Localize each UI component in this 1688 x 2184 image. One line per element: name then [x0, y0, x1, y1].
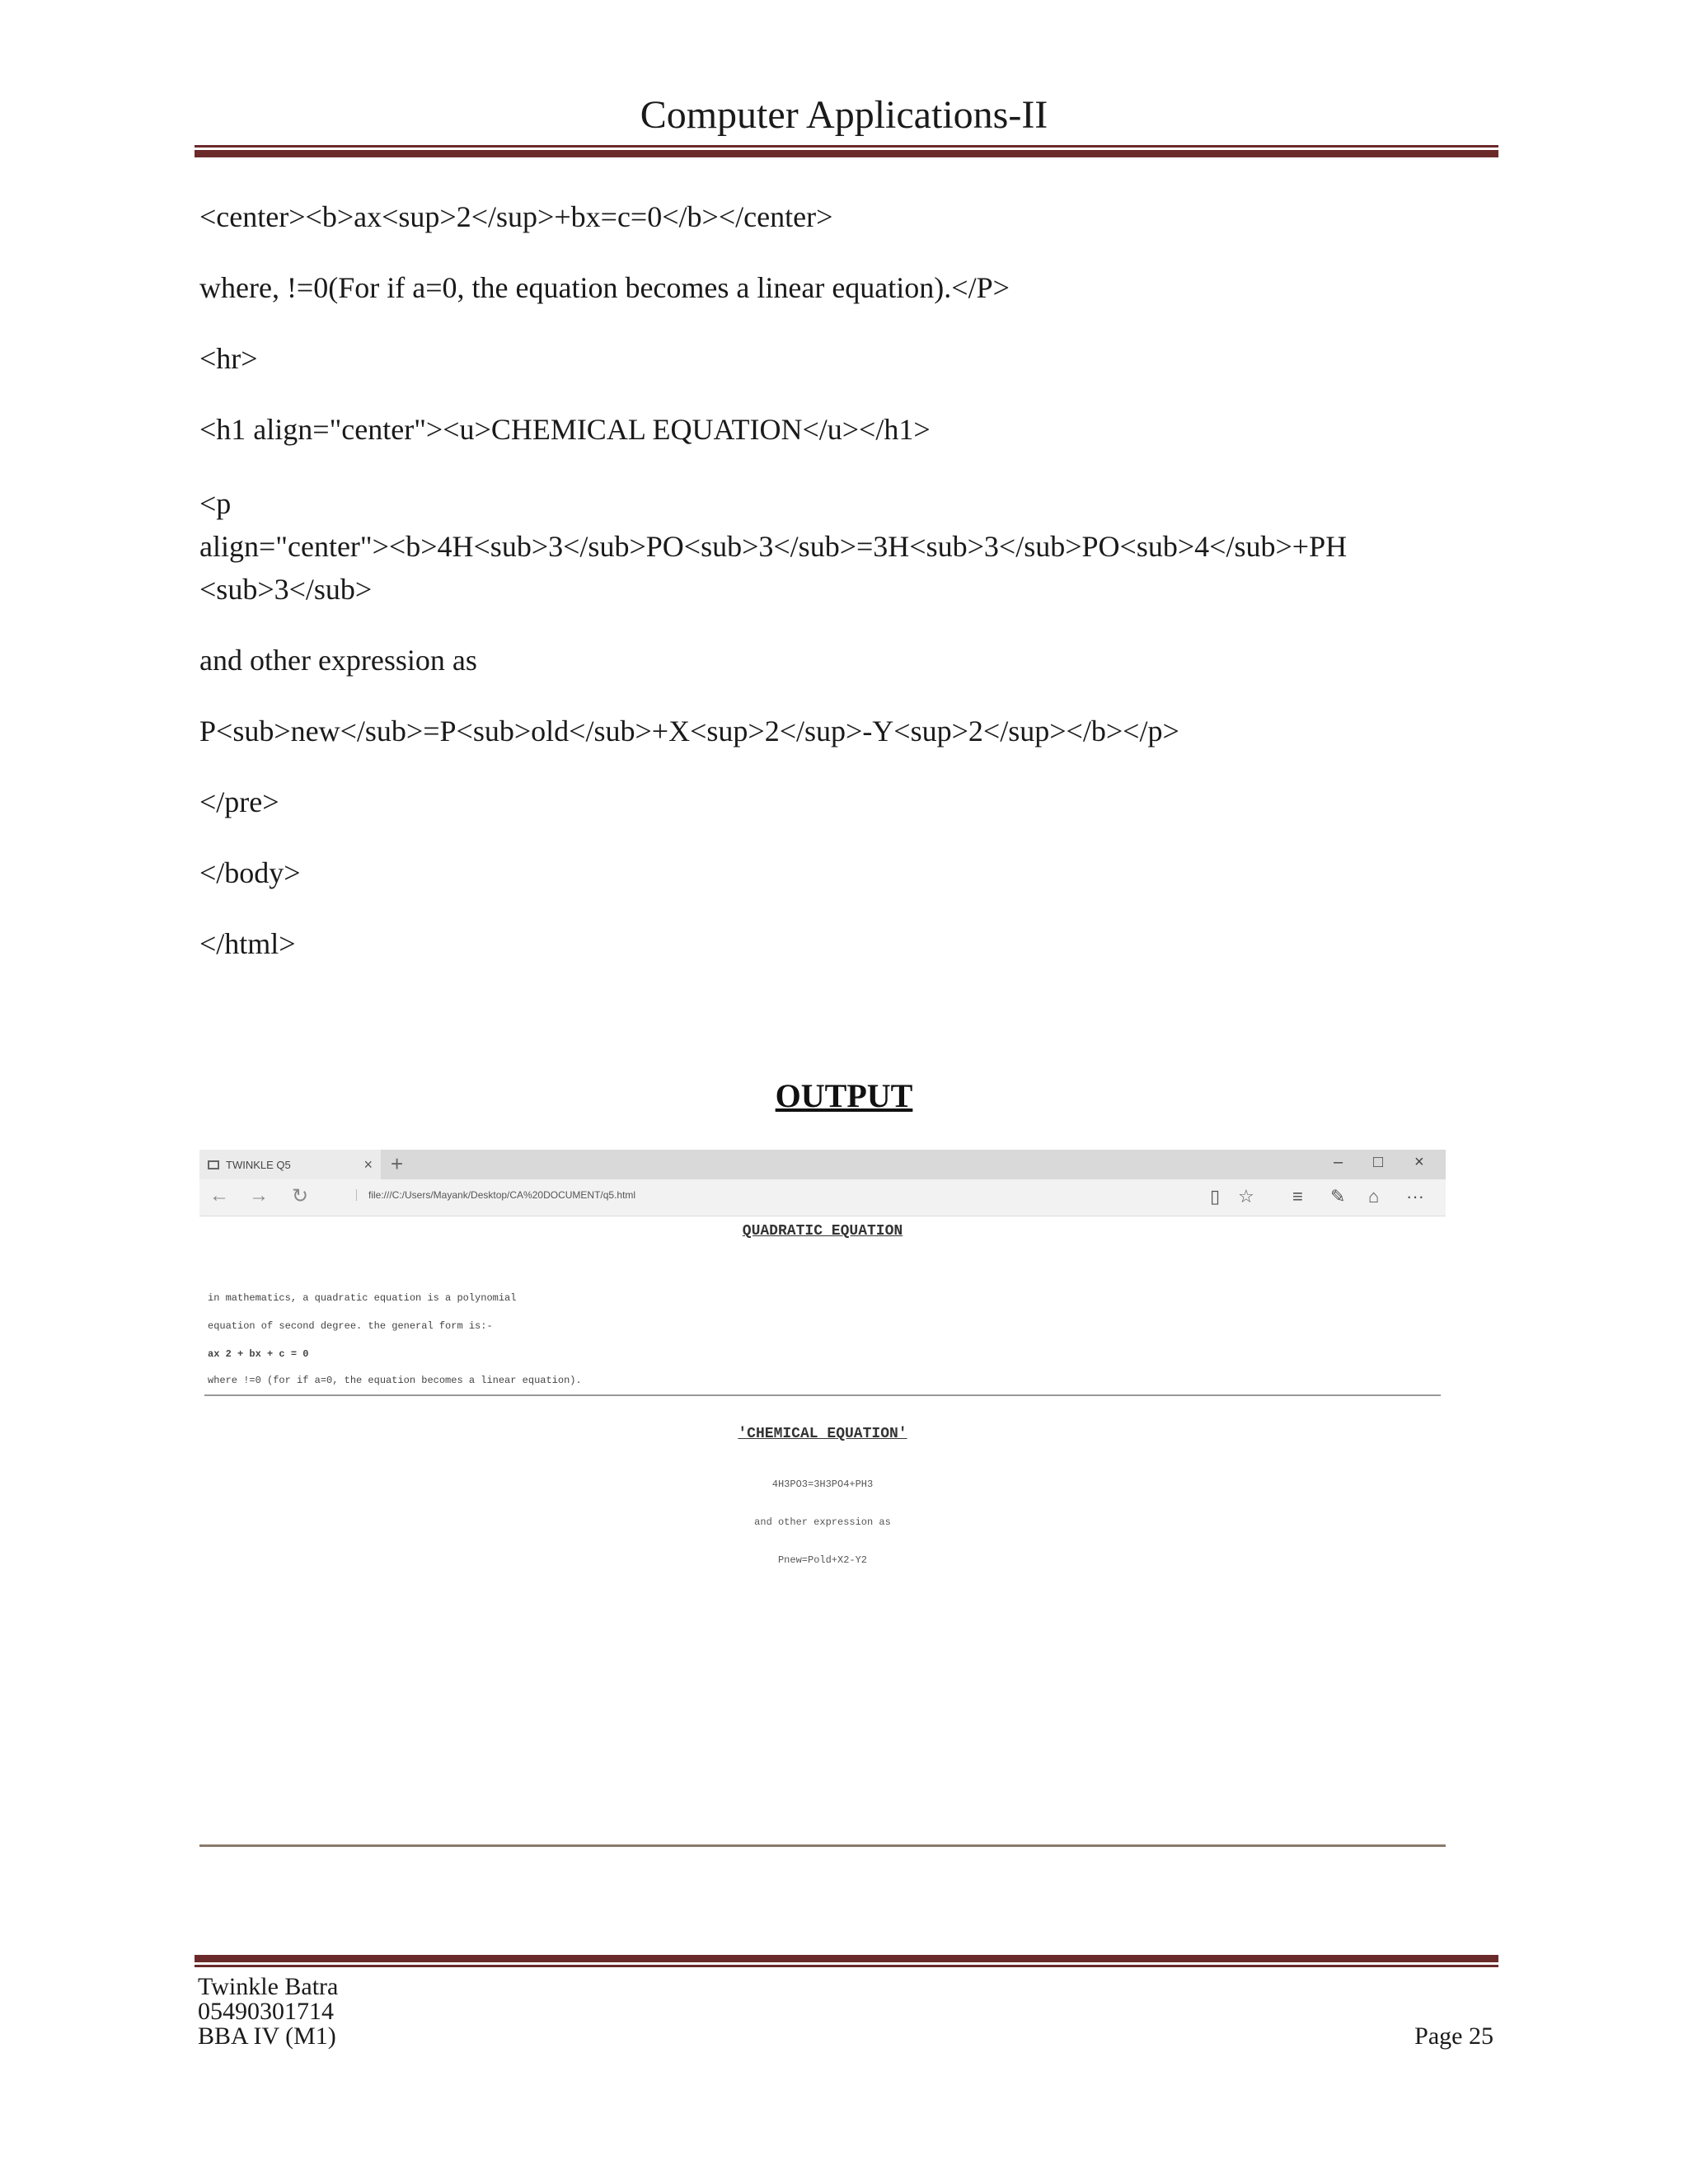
minimize-icon[interactable]: –	[1334, 1153, 1343, 1171]
back-icon[interactable]: ←	[209, 1184, 229, 1207]
header-rule-thin	[195, 145, 1498, 148]
output-heading: OUTPUT	[775, 1077, 913, 1114]
address-bar	[199, 1179, 1446, 1216]
browser-tab[interactable]	[199, 1150, 381, 1179]
code-line: P<sub>new</sub>=P<sub>old</sub>+X<sup>2</sup>-Y<sup>2</sup></b></p>	[199, 715, 1179, 748]
hub-icon[interactable]: ≡	[1292, 1186, 1303, 1207]
url-field[interactable]: file:///C:/Users/Mayank/Desktop/CA%20DOCUMENT/q5.html	[356, 1189, 635, 1201]
web-note-icon[interactable]: ✎	[1330, 1186, 1346, 1207]
new-tab-icon[interactable]: +	[391, 1151, 404, 1176]
code-line: where, !=0(For if a=0, the equation becomes a linear equation).</P>	[199, 271, 1010, 304]
horizontal-rule	[204, 1394, 1441, 1396]
close-window-icon[interactable]: ×	[1414, 1153, 1424, 1171]
code-line: <center><b>ax<sup>2</sup>+bx=c=0</b></center>	[199, 200, 833, 233]
page-text-line: in mathematics, a quadratic equation is a polynomial	[208, 1292, 517, 1304]
code-line: <hr>	[199, 342, 258, 375]
favorite-star-icon[interactable]: ☆	[1238, 1186, 1254, 1207]
quadratic-heading: QUADRATIC EQUATION	[742, 1223, 903, 1240]
pressure-expression: Pnew=Pold+X2-Y2	[777, 1554, 868, 1566]
roll-number: 05490301714	[198, 1998, 334, 2025]
page-text-line: where !=0 (for if a=0, the equation becomes a linear equation).	[208, 1375, 582, 1386]
refresh-icon[interactable]: ↻	[292, 1185, 309, 1207]
course-name: BBA IV (M1)	[198, 2022, 336, 2050]
browser-tab-bar	[199, 1150, 1446, 1179]
page-number: Page 25	[1414, 2022, 1493, 2050]
document-title: Computer Applications-II	[640, 93, 1048, 137]
header-rule-thick	[195, 150, 1498, 157]
code-line: and other expression as	[199, 644, 477, 677]
code-line: </body>	[199, 856, 301, 889]
other-expression-text: and other expression as	[754, 1516, 891, 1528]
code-line: align="center"><b>4H<sub>3</sub>PO<sub>3</sub>=3H<sub>3</sub>PO<sub>4</sub>+PH	[199, 530, 1348, 563]
footer-rule-thin	[195, 1965, 1498, 1967]
code-line: <h1 align="center"><u>CHEMICAL EQUATION</u></h1>	[199, 413, 931, 446]
page-icon	[208, 1160, 219, 1169]
code-line: <sub>3</sub>	[199, 573, 373, 606]
quadratic-formula: ax 2 + bx + c = 0	[208, 1348, 309, 1360]
forward-icon[interactable]: →	[249, 1184, 269, 1207]
chemical-heading: 'CHEMICAL EQUATION'	[738, 1426, 907, 1442]
more-icon[interactable]: ···	[1406, 1186, 1424, 1207]
tab-title: TWINKLE Q5	[226, 1158, 291, 1171]
output-bottom-rule	[199, 1844, 1446, 1847]
browser-screenshot	[199, 1150, 1446, 1611]
rendered-page	[199, 1216, 1446, 1611]
code-line: <p	[199, 487, 232, 520]
page-text-line: equation of second degree. the general form is:-	[208, 1320, 493, 1332]
chemical-equation: 4H3PO3=3H3PO4+PH3	[771, 1479, 874, 1490]
reading-view-icon[interactable]: ▯	[1210, 1186, 1221, 1207]
code-line: </pre>	[199, 785, 279, 818]
tab-close-icon[interactable]: ×	[363, 1156, 373, 1173]
maximize-icon[interactable]: □	[1373, 1153, 1384, 1171]
author-name: Twinkle Batra	[198, 1973, 339, 2000]
code-line: </html>	[199, 927, 296, 960]
share-icon[interactable]: ⌂	[1368, 1186, 1380, 1207]
footer-rule-thick	[195, 1955, 1498, 1962]
